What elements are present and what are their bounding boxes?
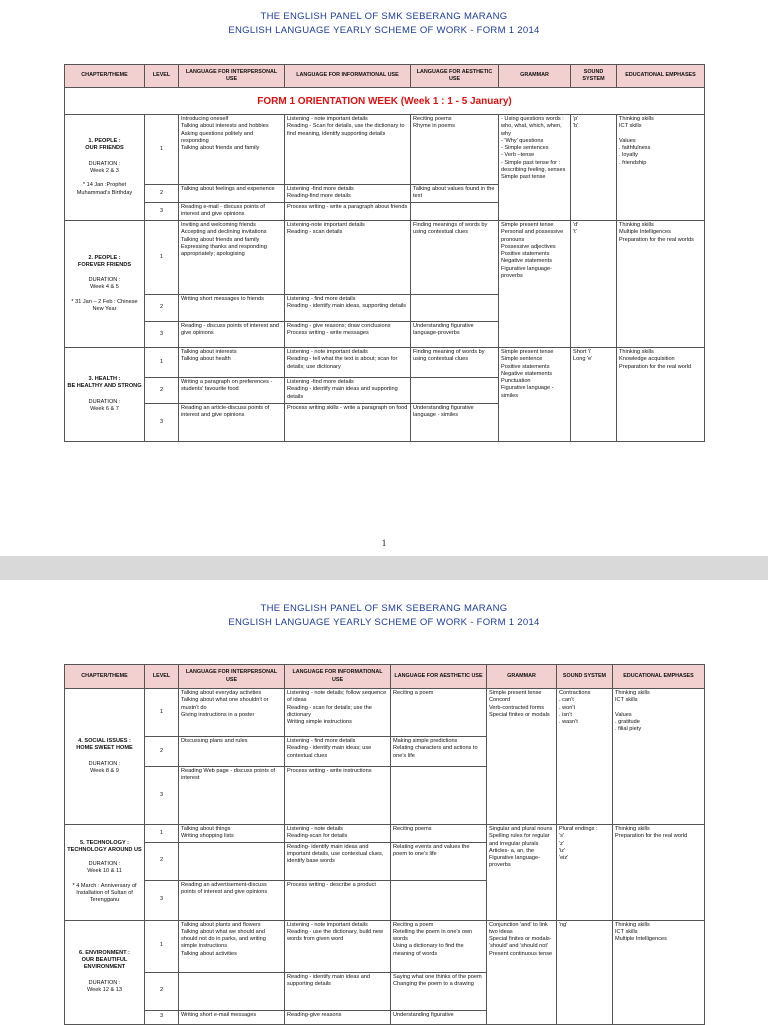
informational-cell: Listening - note important details Reading - tell what the text is about; scan for details; use dictionary bbox=[285, 348, 411, 378]
grammar-cell: Simple present tense Concord Verb-contracted forms Special finites or modals bbox=[487, 689, 557, 825]
chapter-1-duration: DURATION : Week 2 & 3 * 14 Jan :Prophet Muhammad's Birthday bbox=[76, 160, 133, 196]
educational-emphases-cell: Thinking skills Knowledge acquisition Preparation for the real world bbox=[617, 348, 705, 442]
aesthetic-cell: Reciting poems bbox=[391, 825, 487, 843]
sound-system-cell: Plural endings : 's' 'z' 'iz' 'eiz' bbox=[557, 825, 613, 921]
informational-cell: Reading-give reasons bbox=[285, 1010, 391, 1024]
chapter-2-duration: DURATION : Week 4 & 5 * 31 Jan – 2 Feb : Chinese New Year bbox=[71, 277, 138, 313]
sound-system-cell: Contractions . can't . won't . isn't . wasn't bbox=[557, 689, 613, 825]
interpersonal-cell: Inviting and welcoming friends Accepting and declining invitations Talking about friends and family Expressing thanks and responding appropriately; apologising bbox=[179, 221, 285, 295]
informational-cell: Listening-note important details Reading - scan details bbox=[285, 221, 411, 295]
level-cell: 2 bbox=[145, 378, 179, 404]
chapter-5-duration: DURATION : Week 10 & 11 * 4 March : Anniversary of Installation of Sultan of Terengganu bbox=[72, 860, 137, 904]
informational-cell: Listening - note details Reading-scan for details bbox=[285, 825, 391, 843]
interpersonal-cell: Reading an article-discuss points of interest and give opinions bbox=[179, 404, 285, 442]
interpersonal-cell: Writing a paragraph on preferences - students' favourite food bbox=[179, 378, 285, 404]
level-cell: 2 bbox=[145, 842, 179, 880]
chapter-5-cell bbox=[65, 825, 145, 921]
col-interpersonal: LANGUAGE FOR INTERPERSONAL USE bbox=[179, 665, 285, 689]
sound-system-cell: 'ng' bbox=[557, 920, 613, 1024]
level-cell: 3 bbox=[145, 767, 179, 825]
chapter-2-title: 2. PEOPLE : FOREVER FRIENDS bbox=[77, 254, 132, 268]
interpersonal-cell: Talking about interests Talking about health bbox=[179, 348, 285, 378]
page-gap bbox=[0, 556, 768, 582]
interpersonal-cell: Writing short messages to friends bbox=[179, 295, 285, 322]
col-level: LEVEL bbox=[145, 665, 179, 689]
level-cell: 1 bbox=[145, 348, 179, 378]
interpersonal-cell: Talking about everyday activities Talking about what one shouldn't or mustn't do Giving instructions in a poster bbox=[179, 689, 285, 737]
informational-cell: Listening - find more details Reading - identify main ideas; use contextual clues bbox=[285, 737, 391, 767]
chapter-1-cell bbox=[65, 115, 145, 221]
aesthetic-cell: Finding meaning of words by using contextual clues bbox=[411, 348, 499, 378]
chapter-6-duration: DURATION : Week 12 & 13 bbox=[86, 979, 123, 993]
col-chapter-theme: CHAPTER/THEME bbox=[65, 65, 145, 88]
grammar-cell: Simple present tense Personal and possessive pronouns Possessive adjectives Positive statements Negative statements Figurative language-proverbs bbox=[499, 221, 571, 348]
sound-system-cell: Short 'i' Long 'e' bbox=[571, 348, 617, 442]
aesthetic-cell: Reciting a poem bbox=[391, 689, 487, 737]
educational-emphases-cell: Thinking skills ICT skills Multiple Intelligences bbox=[613, 920, 705, 1024]
page-number: 1 bbox=[381, 538, 387, 548]
aesthetic-cell bbox=[411, 378, 499, 404]
col-chapter-theme: CHAPTER/THEME bbox=[65, 665, 145, 689]
level-cell: 1 bbox=[145, 689, 179, 737]
page-2-header-line1: THE ENGLISH PANEL OF SMK SEBERANG MARANG bbox=[260, 603, 508, 614]
interpersonal-cell: Talking about things Writing shopping lists bbox=[179, 825, 285, 843]
col-informational: LANGUAGE FOR INFORMATIONAL USE bbox=[285, 65, 411, 88]
interpersonal-cell: Writing short e-mail messages bbox=[179, 1010, 285, 1024]
level-cell: 2 bbox=[145, 185, 179, 203]
interpersonal-cell: Talking about feelings and experience bbox=[179, 185, 285, 203]
col-grammar: GRAMMAR bbox=[487, 665, 557, 689]
col-informational: LANGUAGE FOR INFORMATIONAL USE bbox=[285, 665, 391, 689]
educational-emphases-cell: Thinking skills ICT skills Values . faithfulness . loyalty . friendship bbox=[617, 115, 705, 221]
informational-cell: Listening -find more details Reading - identify main ideas and supporting details bbox=[285, 378, 411, 404]
aesthetic-cell: Understanding figurative bbox=[391, 1010, 487, 1024]
aesthetic-cell bbox=[391, 880, 487, 920]
informational-cell: Listening - note important details Reading - use the dictionary, build new words from given word bbox=[285, 920, 391, 972]
level-cell: 3 bbox=[145, 322, 179, 348]
chapter-3-cell bbox=[65, 348, 145, 442]
col-sound-system: SOUND SYSTEM bbox=[557, 665, 613, 689]
page-1-header-line1: THE ENGLISH PANEL OF SMK SEBERANG MARANG bbox=[260, 11, 508, 22]
interpersonal-cell bbox=[179, 842, 285, 880]
col-aesthetic: LANGUAGE FOR AESTHETIC USE bbox=[391, 665, 487, 689]
level-cell: 3 bbox=[145, 1010, 179, 1024]
page-2-header-line2: ENGLISH LANGUAGE YEARLY SCHEME OF WORK - FORM 1 2014 bbox=[228, 617, 540, 628]
chapter-5-title: 5. TECHNOLOGY : TECHNOLOGY AROUND US bbox=[67, 840, 142, 854]
informational-cell: Listening -find more details Reading-find more details bbox=[285, 185, 411, 203]
col-interpersonal: LANGUAGE FOR INTERPERSONAL USE bbox=[179, 65, 285, 88]
chapter-3-title: 3. HEALTH : BE HEALTHY AND STRONG bbox=[67, 375, 142, 390]
grammar-cell: - Using questions words : who, what, which, when, why - 'Why' questions - Simple sentences - Verb –tense - Simple past tense for : describing feeling, senses Simple past tense bbox=[499, 115, 571, 221]
educational-emphases-cell: Thinking skills Preparation for the real world bbox=[613, 825, 705, 921]
level-cell: 2 bbox=[145, 737, 179, 767]
interpersonal-cell: Reading - discuss points of interest and give opinions bbox=[179, 322, 285, 348]
aesthetic-cell bbox=[391, 767, 487, 825]
chapter-4-cell bbox=[65, 689, 145, 825]
scheme-table-page-1 bbox=[64, 64, 705, 442]
level-cell: 2 bbox=[145, 295, 179, 322]
aesthetic-cell: Finding meanings of words by using contextual clues bbox=[411, 221, 499, 295]
interpersonal-cell: Discussing plans and rules bbox=[179, 737, 285, 767]
aesthetic-cell bbox=[411, 295, 499, 322]
aesthetic-cell: Saying what one thinks of the poem Changing the poem to a drawing bbox=[391, 972, 487, 1010]
aesthetic-cell: Reciting poems Rhyme in poems bbox=[411, 115, 499, 185]
interpersonal-cell: Introducing oneself Talking about interests and hobbies Asking questions politely and responding Talking about friends and family bbox=[179, 115, 285, 185]
page-1-header-line2: ENGLISH LANGUAGE YEARLY SCHEME OF WORK - FORM 1 2014 bbox=[228, 25, 540, 36]
chapter-1-title: 1. PEOPLE : OUR FRIENDS bbox=[85, 138, 124, 152]
interpersonal-cell: Reading e-mail - discuss points of interest and give opinions bbox=[179, 203, 285, 221]
chapter-6-cell bbox=[65, 920, 145, 1024]
aesthetic-cell bbox=[411, 203, 499, 221]
scheme-table-page-2 bbox=[64, 664, 705, 1025]
aesthetic-cell: Understanding figurative language-proverbs bbox=[411, 322, 499, 348]
chapter-3-duration: DURATION : Week 6 & 7 bbox=[88, 398, 121, 412]
informational-cell: Reading- identify main ideas and important details, use contextual clues, identify base words bbox=[285, 842, 391, 880]
informational-cell: Listening - note details; follow sequence of ideas Reading - scan for details; use the dictionary Writing simple instructions bbox=[285, 689, 391, 737]
informational-cell: Process writing - write instructions bbox=[285, 767, 391, 825]
informational-cell: Reading - give reasons; draw conclusions Process writing - write messages bbox=[285, 322, 411, 348]
sound-system-cell: 'p' 'b' bbox=[571, 115, 617, 221]
grammar-cell: Singular and plural nouns Spelling rules for regular and irregular plurals Articles- a, an, the Figurative language-proverbs bbox=[487, 825, 557, 921]
interpersonal-cell bbox=[179, 972, 285, 1010]
educational-emphases-cell: Thinking skills Multiple Intelligences Preparation for the real worlds bbox=[617, 221, 705, 348]
educational-emphases-cell: Thinking skills ICT skills Values . gratitude . filial piety bbox=[613, 689, 705, 825]
aesthetic-cell: Talking about values found in the text bbox=[411, 185, 499, 203]
level-cell: 1 bbox=[145, 825, 179, 843]
aesthetic-cell: Relating events and values the poem to one's life bbox=[391, 842, 487, 880]
level-cell: 1 bbox=[145, 115, 179, 185]
level-cell: 3 bbox=[145, 404, 179, 442]
informational-cell: Listening - note important details Reading - Scan for details, use the dictionary to find meaning, identify supporting details bbox=[285, 115, 411, 185]
interpersonal-cell: Reading an advertisement-discuss points of interest and give opinions bbox=[179, 880, 285, 920]
sound-system-cell: 'd' 't' bbox=[571, 221, 617, 348]
col-sound-system: SOUND SYSTEM bbox=[571, 65, 617, 88]
informational-cell: Reading - identify main ideas and supporting details bbox=[285, 972, 391, 1010]
aesthetic-cell: Understanding figurative language - similes bbox=[411, 404, 499, 442]
col-grammar: GRAMMAR bbox=[499, 65, 571, 88]
informational-cell: Listening - find more details Reading - identify main ideas, supporting details bbox=[285, 295, 411, 322]
informational-cell: Process writing skills - write a paragraph on food bbox=[285, 404, 411, 442]
level-cell: 1 bbox=[145, 920, 179, 972]
col-educational-emphases: EDUCATIONAL EMPHASES bbox=[613, 665, 705, 689]
aesthetic-cell: Making simple predictions Relating characters and actions to one's life bbox=[391, 737, 487, 767]
grammar-cell: Simple present tense Simple sentence Positive statements Negative statements Punctuation Figurative language - similes bbox=[499, 348, 571, 442]
chapter-4-duration: DURATION : Week 8 & 9 bbox=[88, 760, 121, 774]
col-educational-emphases: EDUCATIONAL EMPHASES bbox=[617, 65, 705, 88]
informational-cell: Process writing - describe a product bbox=[285, 880, 391, 920]
col-aesthetic: LANGUAGE FOR AESTHETIC USE bbox=[411, 65, 499, 88]
informational-cell: Process writing - write a paragraph about friends bbox=[285, 203, 411, 221]
chapter-4-title: 4. SOCIAL ISSUES : HOME SWEET HOME bbox=[76, 737, 133, 752]
level-cell: 3 bbox=[145, 203, 179, 221]
grammar-cell: Conjunction 'and' to link two ideas Special finites or modals-'should' and 'should not' Present continuous tense bbox=[487, 920, 557, 1024]
chapter-6-title: 6. ENVIRONMENT : OUR BEAUTIFUL ENVIRONMENT bbox=[79, 949, 130, 971]
level-cell: 3 bbox=[145, 880, 179, 920]
interpersonal-cell: Talking about plants and flowers Talking about what we should and should not do in parks, and writing simple instructions Talking about activities bbox=[179, 920, 285, 972]
col-level: LEVEL bbox=[145, 65, 179, 88]
orientation-week-banner: FORM 1 ORIENTATION WEEK (Week 1 : 1 - 5 January) bbox=[65, 88, 705, 115]
interpersonal-cell: Reading Web page - discuss points of interest bbox=[179, 767, 285, 825]
aesthetic-cell: Reciting a poem Retelling the poem in one's own words Using a dictionary to find the meaning of words bbox=[391, 920, 487, 972]
level-cell: 2 bbox=[145, 972, 179, 1010]
level-cell: 1 bbox=[145, 221, 179, 295]
chapter-2-cell bbox=[65, 221, 145, 348]
